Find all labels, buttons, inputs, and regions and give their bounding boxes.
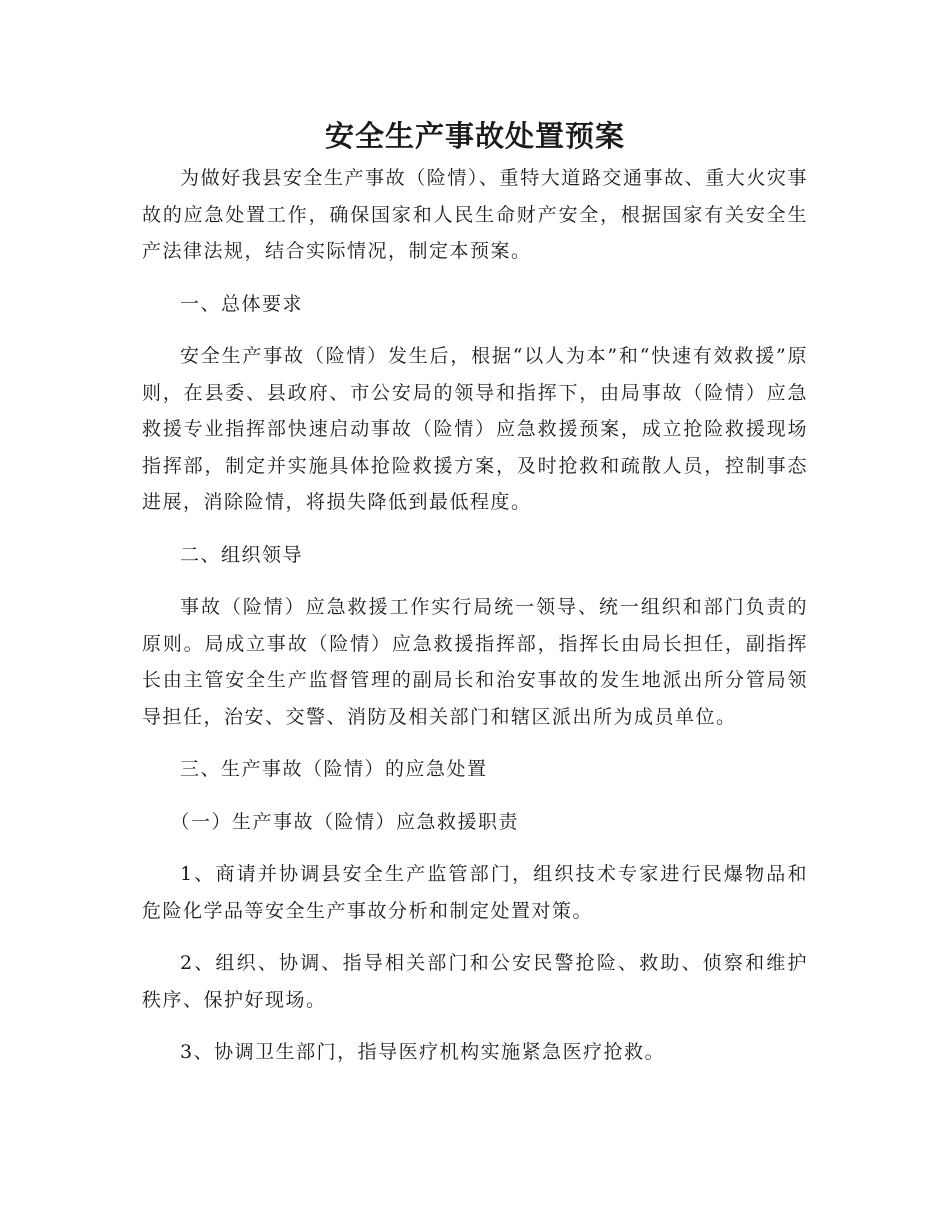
paragraph-gap [142,521,808,537]
section-body-organization: 事故（险情）应急救援工作实行局统一领导、统一组织和部门负责的原则。局成立事故（险情）应急救援指挥部，指挥长由局长担任，副指挥长由主管安全生产监督管理的副局长和治安事故的发生地派出所分管局领导担任，治安、交警、消防及相关部门和辖区派出所为成员单位。 [142,596,808,728]
paragraph-gap [142,788,808,804]
duty-item-1: 1、商请并协调县安全生产监管部门，组织技术专家进行民爆物品和危险化学品等安全生产事故分析和制定处置对策。 [142,863,808,922]
subsection-heading-duties: （一）生产事故（险情）应急救援职责 [170,810,520,833]
paragraph-gap [142,322,808,338]
section-body-overall-requirements: 安全生产事故（险情）发生后，根据“以人为本”和“快速有效救援”原则，在县委、县政府、市公安局的领导和指挥下，由局事故（险情）应急救援专业指挥部快速启动事故（险情）应急救援预案，成立抢险救援现场指挥部，制定并实施具体抢险救援方案，及时抢救和疏散人员，控制事态进展，消除险情，将损失降低到最低程度。 [142,345,808,513]
section-heading-organization: 二、组织领导 [180,543,304,566]
section-heading-overall-requirements: 一、总体要求 [180,292,304,315]
intro-paragraph: 为做好我县安全生产事故（险情）、重特大道路交通事故、重大火灾事故的应急处置工作，确保国家和人民生命财产安全，根据国家有关安全生产法律法规，结合实际情况，制定本预案。 [142,167,808,262]
duty-item-3: 3、协调卫生部门，指导医疗机构实施紧急医疗抢救。 [180,1041,666,1063]
duty-item-2: 2、组织、协调、指导相关部门和公安民警抢险、救助、侦察和维护秩序、保护好现场。 [142,952,808,1011]
document-page [142,100,808,1071]
paragraph-gap [142,929,808,945]
document-title: 安全生产事故处置预案 [324,119,625,153]
paragraph-gap [142,573,808,589]
paragraph-gap [142,735,808,751]
paragraph-gap [142,270,808,286]
paragraph-gap [142,840,808,856]
paragraph-gap [142,1018,808,1034]
section-heading-emergency-handling: 三、生产事故（险情）的应急处置 [180,758,488,780]
